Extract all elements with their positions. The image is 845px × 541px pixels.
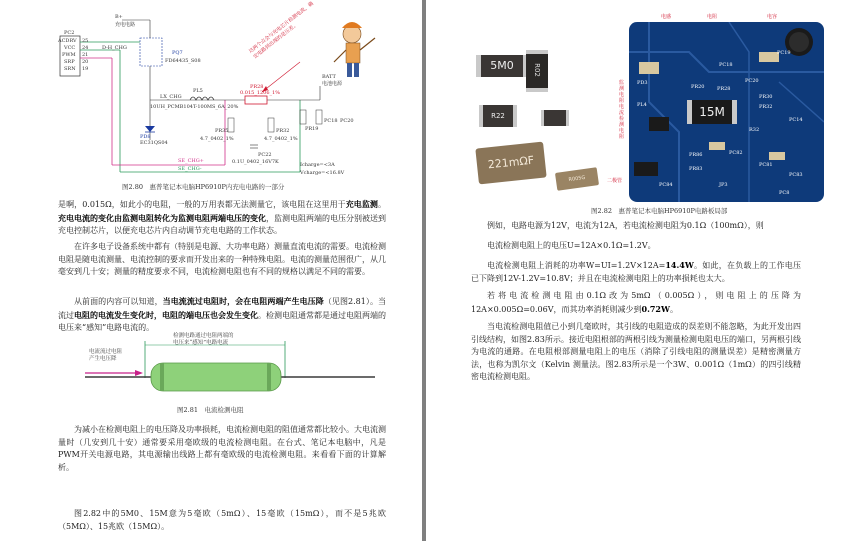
annotation-resistor: 电阻 xyxy=(707,14,718,20)
right-paragraph-4-bold-a: 0.72W xyxy=(641,303,670,314)
paragraph-1-text-b: 。 xyxy=(378,200,386,209)
component-221mf xyxy=(475,142,546,185)
paragraph-3-text-c: 。检测电阻通常都是通过电阻两端的电压来“感知”电路电流的。 xyxy=(58,310,386,332)
board-label-pc8: PC8 xyxy=(779,190,790,196)
board-label-pc19: PC19 xyxy=(777,50,791,56)
label-pr28-val: 0.015_1206_1% xyxy=(240,90,280,96)
paragraph-4-text: 为减小在检测电阻上的电压降及功率损耗，电流检测电阻的阻值通常都比较小。大电流测量时（几安到几十安）通常要采用毫欧级的电流检测电阻。在台式、笔记本电脑中，凡是PWM开关电源电路，其电源输出线路上都有毫欧级的电流检测电阻。来看看下面的计算解析。 xyxy=(58,425,386,472)
right-paragraph-5: 当电流检测电阻值已小到几毫欧时，其引线的电阻造成的误差则不能忽略，为此开发出四引线结构，如图2.83所示。接近电阻根部的两根引线为测量检测电阻电压的端口，另两根引线为电流的通路。在电阻根部测量电阻上的电压（消除了引线电阻的测量误差）是精密测量方法，也称为凯尔文（Kelvin 测量法。图2.83所示是一个3W、0.001Ω（1mΩ）的四引线精密电流检测电阻。 xyxy=(471,322,801,381)
label-pin25: 25 xyxy=(82,38,89,44)
label-pwm: PWM xyxy=(62,52,76,58)
right-paragraph-4 xyxy=(471,290,801,316)
label-batt: BATT xyxy=(322,74,336,80)
right-paragraph-2: 电流检测电阻上的电压U=12A×0.1Ω=1.2V。 xyxy=(487,241,656,250)
board-label-pd3: PD3 xyxy=(637,80,648,86)
figure-2-82-caption: 图2.82 惠普笔记本电脑HP6910P电路板局部 xyxy=(591,207,728,215)
paragraph-1-text-c: ，监测电阻两端的电压分别被送到充电控制芯片，以便充电芯片内自动调节充电电路的工作状态。 xyxy=(58,213,386,235)
label-pin24: 24 xyxy=(82,45,89,51)
right-paragraph-3 xyxy=(471,259,801,285)
resistor-label-left: 电流流过电阻 产生电压降 xyxy=(89,349,123,362)
board-label-pr32: PR32 xyxy=(759,104,773,110)
paragraph-5: 图2.82中的5M0、15M意为5毫欧（5mΩ）、15毫欧（15mΩ），而不是5兆欧（5MΩ）、15兆欧（15MΩ）。 xyxy=(58,509,386,531)
label-pr32: PR32 xyxy=(276,128,290,134)
label-batt-sub: 电池电源 xyxy=(322,81,343,87)
label-srp: SRP xyxy=(64,59,75,65)
paragraph-3-bold-a: 当电流流过电阻时，会在电阻两端产生电压降 xyxy=(162,296,324,306)
label-acdrv: ACDRV xyxy=(58,38,77,44)
board-label-jp3: JP3 xyxy=(719,182,728,188)
label-pr35: PR35 xyxy=(215,128,229,134)
board-label-pr86: PR86 xyxy=(689,152,703,158)
component-small-black xyxy=(541,110,569,126)
figure-2-81-caption: 图2.81 电流检测电阻 xyxy=(177,406,244,414)
label-pc20: PC20 xyxy=(340,118,354,124)
board-label-pc84: PC84 xyxy=(659,182,673,188)
figure-2-80-caption: 图2.80 惠普笔记本电脑HP6910P内充电电路的一部分 xyxy=(122,183,285,191)
label-srn: SRN xyxy=(64,66,76,72)
board-label-pr30: PR30 xyxy=(759,94,773,100)
paragraph-3-bold-b: 电阻的电流发生变化时，电阻的端电压也会发生变化 xyxy=(74,309,258,320)
paragraph-3-text-b: （见图2.81）。当流过 xyxy=(58,297,387,320)
paragraph-1-bold-b: 充电电流的变化由监测电阻转化为监测电阻两端电压的变化 xyxy=(58,212,266,223)
right-paragraph-3-text-a: 电流检测电阻上消耗的功率W=UI=1.2V×12A= xyxy=(487,261,666,270)
board-label-pc18: PC18 xyxy=(719,62,733,68)
label-pd8-part: EC31QS04 xyxy=(140,140,168,146)
label-pc22-val: 0.1U_0402_16V7K xyxy=(232,159,279,165)
component-221mf-text: 221mΩF xyxy=(487,153,535,172)
right-page xyxy=(426,0,845,541)
label-pr19: PR19 xyxy=(305,126,319,132)
label-se-chg-plus: SE_CHG+ xyxy=(178,158,204,164)
label-vchg: Vcharge=<16.8V xyxy=(300,170,345,176)
board-photo-figure xyxy=(471,10,826,215)
right-paragraph-3-text-b: 。如此，在负载上的工作电压已下降到12V-1.2V=10.8V；并且在电流检测电阻上的功率损耗也太大。 xyxy=(471,261,801,283)
label-pr28: PR28 xyxy=(250,84,264,90)
paragraph-3 xyxy=(58,295,386,335)
component-r005g-text: R005G xyxy=(568,174,586,184)
annotation-inductor: 电感 xyxy=(661,14,672,20)
label-pc2: PC2 xyxy=(64,30,75,36)
board-label-r32: R32 xyxy=(749,127,760,133)
label-pr32-val: 4.7_0402_1% xyxy=(264,136,298,142)
label-pl5: PL5 xyxy=(193,88,203,94)
component-r22 xyxy=(479,105,517,127)
annotation-side: 监测电阻 电流检测电阻 xyxy=(619,80,625,140)
label-ichg: Icharge=<3A xyxy=(300,162,335,168)
paragraph-1-bold-a: 充电监测 xyxy=(345,199,378,209)
resistor-figure xyxy=(85,333,375,418)
paragraph-1 xyxy=(58,198,386,238)
paragraph-1-text-a: 是啊，0.015Ω，如此小的电阻，一般的万用表都无法测量它，该电阻在这里用于 xyxy=(58,200,346,209)
label-pd8: PD8 xyxy=(140,134,151,140)
board-resistor-15m xyxy=(687,100,737,124)
label-pin19: 19 xyxy=(82,66,89,72)
component-r22-text: R22 xyxy=(491,112,505,120)
paragraph-3-text-a: 从前面的内容可以知道， xyxy=(74,297,163,306)
component-r02-text: R02 xyxy=(533,63,541,77)
label-lx-chg: LX_CHG xyxy=(160,94,182,100)
right-paragraph-3-bold-a: 14.4W xyxy=(665,260,694,270)
left-page xyxy=(0,0,422,541)
resistor-label-top: 检测电路通过电阻两端的 电压来“感知”电路电流 xyxy=(173,333,234,346)
label-pin20: 20 xyxy=(82,59,89,65)
board-label-pc14: PC14 xyxy=(789,117,803,123)
board-label-pr28: PR28 xyxy=(717,86,731,92)
board-label-pl4: PL4 xyxy=(637,102,647,108)
board-label-pr83: PR83 xyxy=(689,166,703,172)
label-vcc: VCC xyxy=(64,45,76,51)
right-paragraph-1: 例如，电路电源为12V，电流为12A，若电流检测电阻为0.1Ω（100mΩ），则 xyxy=(487,221,764,230)
board-resistor-15m-text: 15M xyxy=(699,105,725,119)
schematic-figure xyxy=(0,0,422,195)
component-r005g xyxy=(555,167,599,191)
label-pc22: PC22 xyxy=(258,152,272,158)
paragraph-2: 在许多电子设备系统中都有（特别是电源、大功率电路）测量直流电流的需要。电流检测电阻是随电流测量、电流控制的要求而开发出来的一种特殊电阻。电流的测量范围很广，从几毫安到几十安；测量的精度要求不同，电流检测电阻也有不同的规格以满足不同的需要。 xyxy=(58,242,386,276)
component-5m0-text: 5M0 xyxy=(490,59,514,72)
board-label-pc83: PC83 xyxy=(789,172,803,178)
label-pq7-part: FD64435_S08 xyxy=(165,58,201,64)
board-label-pr20: PR20 xyxy=(691,84,705,90)
component-5m0 xyxy=(476,55,528,77)
label-pl5-part: 10UH_PCMB104T-100MS_6A_20% xyxy=(150,104,239,110)
circuit-board xyxy=(629,22,824,202)
label-pin21: 21 xyxy=(82,52,89,58)
board-label-pc20: PC20 xyxy=(745,78,759,84)
label-pq7: PQ7 xyxy=(172,50,183,56)
right-paragraph-4-text-b: 。 xyxy=(669,304,678,314)
board-label-pc81: PC81 xyxy=(759,162,773,168)
right-paragraph-4-text-a: 若将电流检测电阻由0.1Ω改为5mΩ（0.005Ω），则电阻上的压降为12A×0.005Ω=0.06V，而其功率消耗则减少到 xyxy=(471,291,801,314)
label-b-plus-sub: 充电电路 xyxy=(115,22,136,28)
board-label-pc82: PC82 xyxy=(729,150,743,156)
annotation-capacitor: 电容 xyxy=(767,14,778,20)
component-r02 xyxy=(526,50,548,92)
label-dh-chg: D-H_CHG xyxy=(102,45,127,51)
label-se-chg-minus: SE_CHG- xyxy=(178,166,202,172)
paragraph-4 xyxy=(58,424,386,474)
speech-bubble-text: 这两个点会与充电芯片检测电流，确定电路到出现的是压差。 xyxy=(248,0,315,61)
label-b-plus: B+ xyxy=(115,14,123,20)
label-pc18: PC18 xyxy=(324,118,338,124)
label-pr35-val: 4.7_0402_1% xyxy=(200,136,234,142)
annotation-diode: 二极管 xyxy=(607,178,623,184)
